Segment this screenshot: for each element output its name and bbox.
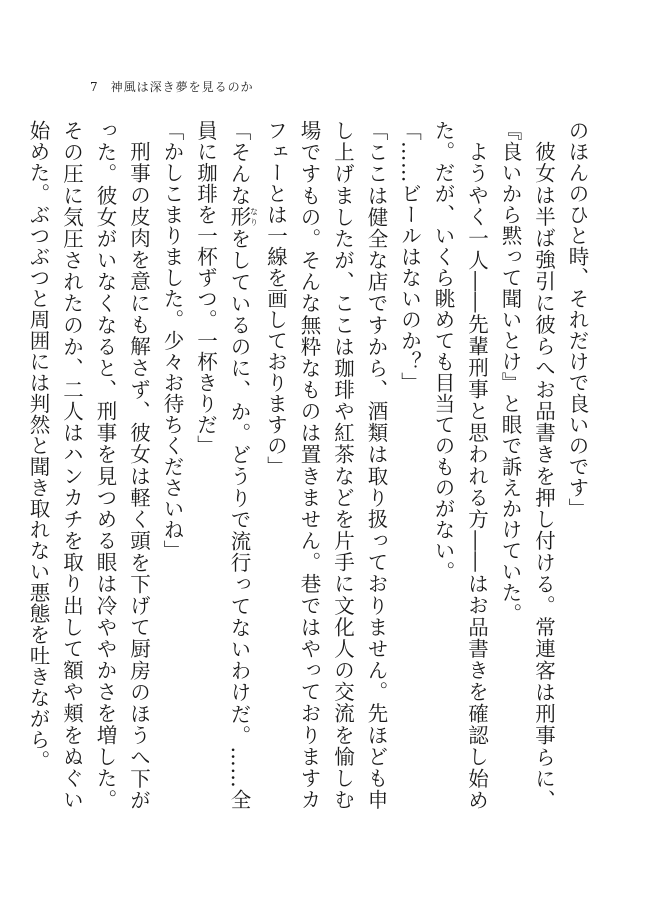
chapter-title: 神風は深き夢を見るのか	[110, 80, 254, 94]
dialogue-coffee-order	[188, 120, 258, 810]
dialogue-coffee-order-start: 「そんな	[227, 120, 251, 207]
page-number: 7	[90, 80, 99, 94]
paragraph-1: のほんのひと時、それだけで良いのです」	[565, 120, 589, 519]
ruby-base: 形	[227, 206, 251, 229]
ruby-nari	[227, 206, 259, 229]
ruby-reading: なり	[249, 206, 259, 228]
paragraph-3: ようやく一人――先輩刑事と思われる方――はお品書きを確認し始めた。だが、いくら眺めても目当てのものがない。	[431, 120, 489, 810]
dialogue-shop-explanation: 「ここは健全な店ですから、酒類は取り扱っておりません。先ほども申し上げましたが、ここは珈琲や紅茶などを片手に文化人の交流を愉しむ場ですもの。そんな無粋なものは置きません。巷ではやっておりますカフェーとは一線を画しておりますの」	[263, 120, 388, 810]
running-head	[90, 78, 254, 95]
paragraph-final: 刑事の皮肉を意にも解さず、彼女は軽く頭を下げて厨房のほうへ下がった。彼女がいなくなると、刑事を見つめる眼は冷ややかさを増した。その圧に気圧されたのか、二人はハンカチを取り出して額や頬をぬぐい始めた。ぶつぶつと周囲には判然と聞き取れない悪態を吐きながら。	[26, 120, 151, 810]
dialogue-coffee-order-end: をしているのに、か。どうりで流行ってないわけだ。……全員に珈琲を一杯ずつ。一杯きりだ」	[193, 120, 251, 811]
paragraph-2: 彼女は半ば強引に彼らへお品書きを押し付ける。常連客は刑事らに、『良いから黙って聞いとけ』と眼で訴えかけていた。	[498, 120, 556, 810]
vertical-body-text	[26, 120, 593, 811]
dialogue-certainly: 「かしこまりました。少々お待ちくださいね」	[160, 120, 184, 561]
dialogue-beer: 「……ビールはないのか？」	[397, 120, 422, 393]
